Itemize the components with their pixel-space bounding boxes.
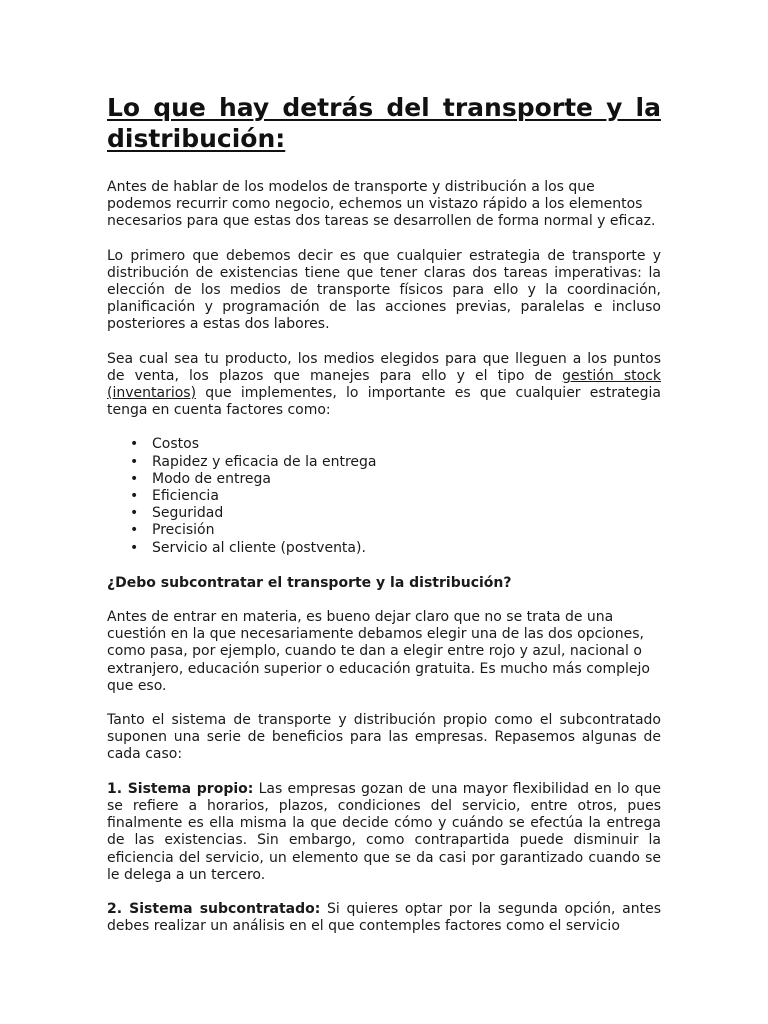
stock-management-link[interactable]: gestión stock (inventarios) xyxy=(107,367,661,402)
list-item: • Costos xyxy=(152,436,661,453)
item-own-system-label: 1. Sistema propio: xyxy=(107,780,254,797)
list-item: • Modo de entrega xyxy=(152,471,661,488)
document-title: Lo que hay detrás del transporte y la distribución: xyxy=(107,93,661,153)
list-item: • Servicio al cliente (postventa). xyxy=(152,540,661,557)
list-item: • Seguridad xyxy=(152,505,661,522)
item-outsourced-system-label: 2. Sistema subcontratado: xyxy=(107,900,321,917)
paragraph-intro: Antes de hablar de los modelos de transporte y distribución a los que podemos recurrir como negocio, echemos un vistazo rápido a los elementos necesarios para que estas dos tareas se desarrollen de forma normal y eficaz. xyxy=(107,179,656,230)
list-item: • Eficiencia xyxy=(152,488,661,505)
document-body xyxy=(107,92,661,952)
item-own-system-text: Las empresas gozan de una mayor flexibilidad en lo que se refiere a horarios, plazos, condiciones del servicio, entre otros, pues finalmente es ella misma la que decide cómo y cuándo se efectúa la entrega de las existencias. Sin embargo, como contrapartida puede disminuir la eficiencia del servicio, un elemento que se da casi por garantizado cuando se le delega a un tercero. xyxy=(107,780,662,883)
paragraph-context: Antes de entrar en materia, es bueno dejar claro que no se trata de una cuestión en la que necesariamente debamos elegir una de las dos opciones, como pasa, por ejemplo, cuando te dan a elegir entre rojo y azul, nacional o extranjero, educación superior o educación gratuita. Es mucho más complejo que eso. xyxy=(107,609,650,694)
list-item: • Rapidez y eficacia de la entrega xyxy=(152,454,661,471)
factors-list xyxy=(107,436,661,556)
paragraph-factors-intro xyxy=(107,351,661,420)
section-question: ¿Debo subcontratar el transporte y la distribución? xyxy=(107,574,512,591)
item-outsourced-system-text: Si quieres optar por la segunda opción, antes debes realizar un análisis en el que contemples factores como el servicio xyxy=(107,900,662,935)
list-item: • Precisión xyxy=(152,522,661,539)
paragraph-factors-intro-start: Sea cual sea tu producto, los medios elegidos para que lleguen a los puntos de venta, los plazos que manejes para ello y el tipo de xyxy=(107,350,661,384)
paragraph-benefits: Tanto el sistema de transporte y distribución propio como el subcontratado suponen una serie de beneficios para las empresas. Repasemos algunas de cada caso: xyxy=(107,712,661,763)
item-own-system xyxy=(107,781,661,884)
item-outsourced-system xyxy=(107,901,661,935)
paragraph-strategy: Lo primero que debemos decir es que cualquier estrategia de transporte y distribución de existencias tiene que tener claras dos tareas imperativas: la elección de los medios de transporte físicos para ello y la coordinación, planificación y programación de las acciones previas, paralelas e incluso posteriores a estas dos labores. xyxy=(107,247,661,333)
paragraph-factors-intro-end: que implementes, lo importante es que cualquier estrategia tenga en cuenta factores como: xyxy=(107,385,661,419)
